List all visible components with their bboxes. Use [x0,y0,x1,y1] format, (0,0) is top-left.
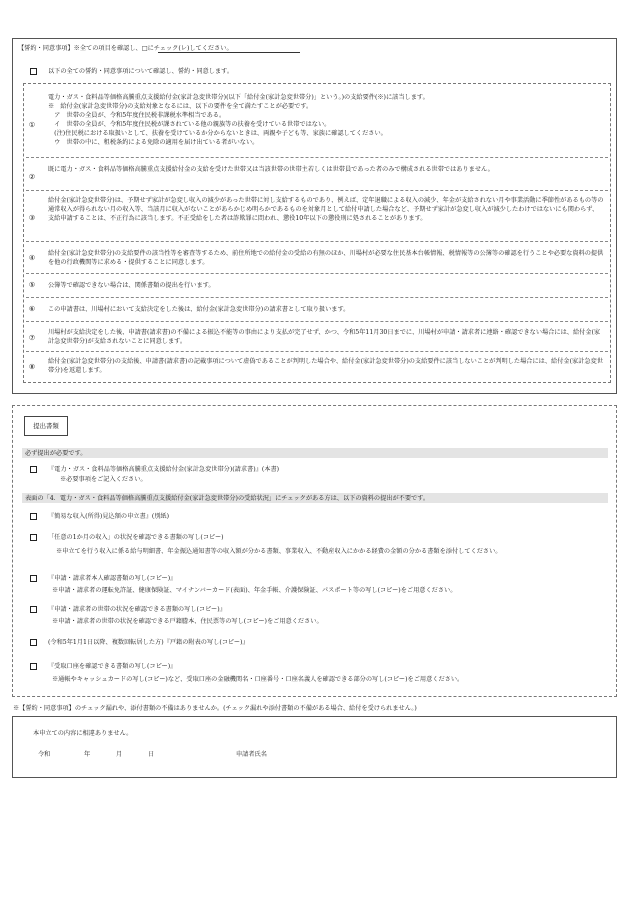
conditional-doc-4-note: ※申請・請求者の世帯の状況を確認できる戸籍謄本、住民票等の写し(コピー)をご用意ください。 [52,618,323,625]
divider [26,297,608,298]
consent-item-6-number: ⑥ [28,305,36,313]
consent-item-1-line-3: ア 世帯の全員が、令和5年度住民税非課税水準相当である。 [48,112,226,119]
consent-check-all-checkbox[interactable] [30,68,37,75]
footer-note: ※【誓約・同意事項】のチェック漏れや、添付書類の不備はありませんか。(チェック漏れや添付書類の不備がある場合、給付を受けられません。) [13,705,417,712]
conditional-doc-1-title: 『簡易な収入(所得)見込額の申立書』(別紙) [48,513,170,520]
conditional-doc-1-checkbox[interactable] [30,513,37,520]
divider [26,273,608,274]
consent-item-1-number: ① [28,121,36,129]
conditional-doc-6-title: 『受取口座を確認できる書類の写し(コピー)』 [48,663,177,670]
consent-item-1-line-5: (注)住民税における取扱いとして、扶養を受けているか分からないときは、両親や子ども等、家族に確認してください。 [48,130,387,137]
conditional-doc-3-checkbox[interactable] [30,575,37,582]
required-header-bar [22,448,608,458]
declaration-applicant-name-field[interactable] [272,746,472,760]
conditional-doc-5-checkbox[interactable] [30,639,37,646]
consent-item-1-line-4: イ 世帯の全員が、令和5年度住民税が課されている他の親族等の扶養を受けている世帯ではない。 [48,121,331,128]
declaration-text: 本申立ての内容に相違ありません。 [33,730,133,737]
divider [26,241,608,242]
consent-item-5-text: 公簿等で確認できない場合は、関係書類の提出を行います。 [48,282,215,289]
consent-item-8-number: ⑧ [28,363,36,371]
consent-header-underline [158,52,300,53]
declaration-applicant-label: 申請者氏名 [236,751,267,758]
divider [26,190,608,191]
conditional-doc-5-title: (令和5年1月1日以降、複数回転居した方)『戸籍の附表の写し(コピー)』 [48,639,249,646]
required-doc-1-title: 『電力・ガス・食料品等価格高騰重点支援給付金(家計急変世帯分)(請求書)』(本書) [48,466,280,473]
consent-item-3-text: 給付金(家計急変世帯分)は、予期せず家計が急変し収入の減少があった世帯に対し支給するものであり、例えば、定年退職による収入の減少、年金が支給されない月や事業活動に季節性があるもの等の通常収入が得られない月の収入等、当該月に収入がないことがあらかじめ明らかであるものを対象月として給付申請した場合など、予期せず家計が急変し収入が減少したわけではないにも関わらず、支給申請することは、不正行為に該当します。不正受給をした者は詐欺罪に問われ、懲役10年以下の懲役刑に処されることがあります。 [48,197,604,222]
required-header: 必ず提出が必要です。 [25,450,87,457]
conditional-doc-2-title: 「任意の1か月の収入」の状況を確認できる書類の写し(コピー) [48,534,224,541]
consent-item-4-number: ④ [28,254,36,262]
consent-item-1-line-6: ウ 世帯の中に、租税条約による免除の適用を届け出ている者がいない。 [48,139,259,146]
consent-item-4-text: 給付金(家計急変世帯分)の支給要件の該当性等を審査等するため、前住所地での給付金の受給の有無のほか、川場村が必要な住民基本台帳情報、税情報等の公簿等の確認を行うことや必要な資料の提供を他の行政機関等に求める・提供することに同意します。 [48,250,604,266]
conditional-doc-6-note: ※通帳やキャッシュカードの写し(コピー)など、受取口座の金融機関名・口座番号・口座名義人を確認できる部分の写し(コピー)をご用意ください。 [52,676,464,683]
documents-tab-label: 提出書類 [24,416,68,436]
divider [26,351,608,352]
conditional-doc-4-title: 『申請・請求者の世帯の状況を確認できる書類の写し(コピー)』 [48,606,226,613]
consent-item-7-text: 川場村が支給決定をした後、申請書(請求書)の不備による振込不能等の事由により支払が完了せず、かつ、令和5年11月30日までに、川場村が申請・請求者に連絡・確認できない場合には、給付金(家計急変世帯分)が支給されないことに同意します。 [48,329,601,345]
conditional-doc-4-checkbox[interactable] [30,606,37,613]
consent-item-2-number: ② [28,173,36,181]
consent-item-1-line-2: ※ 給付金(家計急変世帯分)の支給対象となるには、以下の要件を全て満たすことが必要です。 [48,103,313,110]
conditional-doc-3-title: 『申請・請求者本人確認書類の写し(コピー)』 [48,575,177,582]
consent-item-5-number: ⑤ [28,281,36,289]
declaration-month-label: 月 [116,751,123,758]
divider [26,321,608,322]
required-doc-1-checkbox[interactable] [30,466,37,473]
declaration-day-label: 日 [148,751,155,758]
conditional-doc-2-checkbox[interactable] [30,534,37,541]
divider [26,157,608,158]
consent-item-1-line-1: 電力・ガス・食料品等価格高騰重点支援給付金(家計急変世帯分)(以下「給付金(家計急変世帯分)」という。)の支給要件(※)に該当します。 [48,94,429,101]
consent-item-2-text: 既に電力・ガス・食料品等価格高騰重点支援給付金の支給を受けた世帯又は当該世帯の世帯主若しくは世帯員であった者のみで構成される世帯ではありません。 [48,166,494,173]
conditional-doc-6-checkbox[interactable] [30,663,37,670]
consent-header: 【誓約・同意事項】※全ての項目を確認し、□にチェック(レ)してください。 [18,45,233,52]
consent-item-8-text: 給付金(家計急変世帯分)の支給後、申請書(請求書)の記載事項について虚偽であることが判明した場合や、給付金(家計急変世帯分)の支給要件に該当しないことが判明した場合には、給付金(家計急変世帯分)を返還します。 [48,358,603,374]
consent-item-6-text: この申請書は、川場村において支給決定をした後は、給付金(家計急変世帯分)の請求書として取り扱います。 [48,306,350,313]
consent-check-all-label: 以下の全ての誓約・同意事項について確認し、誓約・同意します。 [48,68,234,75]
declaration-year-label: 年 [84,751,91,758]
consent-item-3-number: ③ [28,214,36,222]
consent-item-7-number: ⑦ [28,334,36,342]
conditional-doc-3-note: ※申請・請求者の運転免許証、健康保険証、マイナンバーカード(表面)、年金手帳、介護保険証、パスポート等の写し(コピー)をご用意ください。 [52,587,457,594]
declaration-era-label: 令和 [38,751,51,758]
conditional-header: 表面の「4．電力・ガス・食料品等価格高騰重点支援給付金(家計急変世帯分)の受給状況」にチェックがある方は、以下の資料の提出が不要です。 [25,495,430,502]
conditional-doc-2-note: ※申立てを行う収入に係る給与明細書、年金振込通知書等の収入額が分かる書類、事業収入、不動産収入にかかる経費の金額の分かる書類を添付してください。 [56,548,502,555]
required-doc-1-note: ※必要事項をご記入ください。 [60,476,147,483]
